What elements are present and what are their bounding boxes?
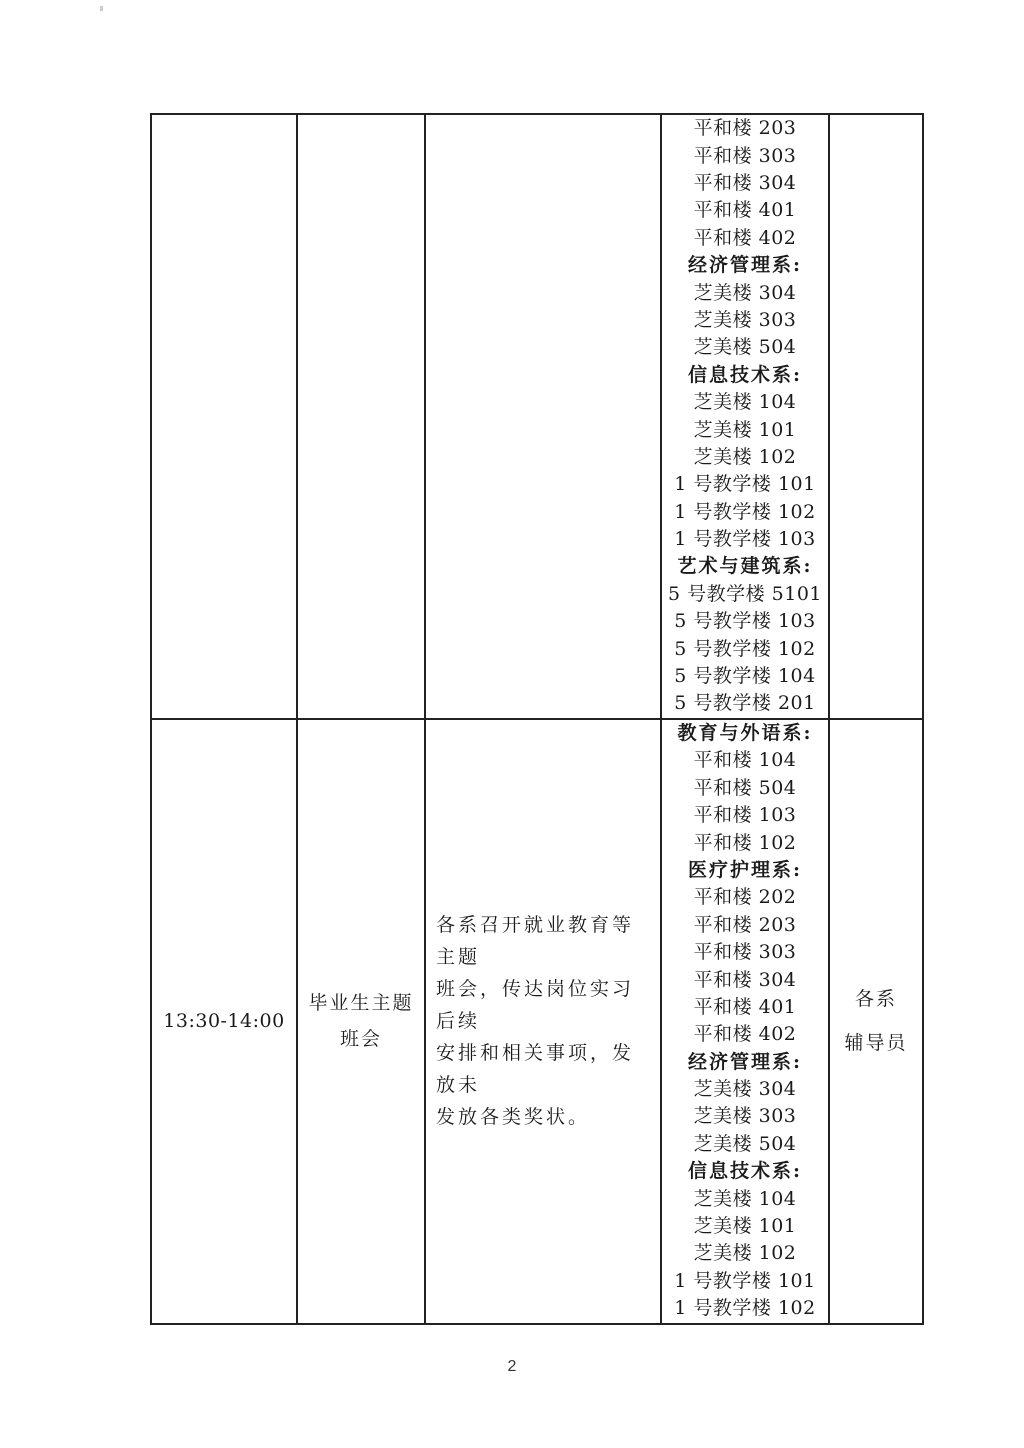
department-heading: 经济管理系:: [687, 254, 802, 277]
location-cell: [661, 719, 829, 1324]
schedule-table: [150, 113, 924, 1325]
time-cell: [151, 114, 297, 719]
room-entry: 1 号教学楼 102: [674, 500, 816, 523]
room-entry: 平和楼 203: [693, 117, 797, 140]
cell-line: 各系召开就业教育等主题: [436, 914, 635, 969]
room-entry: 平和楼 203: [693, 913, 797, 936]
department-heading: 教育与外语系:: [677, 722, 813, 744]
table-row: [151, 719, 923, 1324]
cell-line: 毕业生主题: [308, 992, 414, 1015]
department-heading: 艺术与建筑系:: [677, 555, 813, 578]
room-entry: 平和楼 303: [693, 144, 797, 167]
room-entry: 芝美楼 102: [693, 1242, 797, 1265]
room-entry: 芝美楼 303: [693, 1105, 797, 1128]
room-entry: 平和楼 401: [693, 995, 797, 1018]
activity-cell: [297, 114, 425, 719]
room-entry: 5 号教学楼 5101: [667, 582, 823, 605]
time-cell: 13:30-14:00: [151, 719, 297, 1324]
room-entry: 芝美楼 104: [693, 391, 797, 414]
room-entry: 芝美楼 101: [693, 418, 797, 441]
room-entry: 平和楼 102: [693, 831, 797, 854]
room-entry: 芝美楼 504: [693, 336, 797, 359]
room-entry: 1 号教学楼 102: [674, 1297, 816, 1320]
room-entry: 5 号教学楼 104: [674, 665, 816, 688]
room-entry: 平和楼 104: [693, 749, 797, 772]
page-number: 2: [507, 1358, 517, 1375]
content-cell: [425, 114, 661, 719]
room-entry: 平和楼 504: [693, 776, 797, 799]
room-entry: 5 号教学楼 103: [674, 610, 816, 633]
room-entry: 平和楼 402: [693, 226, 797, 249]
content-cell: [425, 719, 661, 1324]
responsible-cell: [829, 114, 923, 719]
cell-line: 发放各类奖状。: [436, 1106, 591, 1129]
room-entry: 平和楼 304: [693, 968, 797, 991]
room-entry: 芝美楼 101: [693, 1215, 797, 1238]
department-heading: 经济管理系:: [687, 1050, 802, 1073]
department-heading: 信息技术系:: [687, 1160, 802, 1183]
room-entry: 5 号教学楼 102: [674, 637, 816, 660]
department-heading: 信息技术系:: [687, 363, 802, 386]
cell-line: 安排和相关事项，发放未: [436, 1042, 635, 1097]
activity-cell: [297, 719, 425, 1324]
cell-line: 班会，传达岗位实习后续: [436, 978, 635, 1033]
room-entry: 芝美楼 104: [693, 1187, 797, 1210]
room-entry: 平和楼 401: [693, 199, 797, 222]
room-entry: 芝美楼 304: [693, 281, 797, 304]
room-entry: 平和楼 304: [693, 171, 797, 194]
room-entry: 5 号教学楼 201: [674, 692, 816, 715]
room-entry: 1 号教学楼 101: [674, 1269, 816, 1292]
department-heading: 医疗护理系:: [687, 858, 802, 881]
room-entry: 芝美楼 102: [693, 445, 797, 468]
room-entry: 芝美楼 303: [693, 308, 797, 331]
cell-line: 班会: [339, 1028, 382, 1051]
table-row: [151, 114, 923, 719]
room-entry: 芝美楼 504: [693, 1132, 797, 1155]
room-entry: 平和楼 202: [693, 886, 797, 909]
room-entry: 平和楼 103: [693, 804, 797, 827]
room-entry: 1 号教学楼 103: [674, 528, 816, 551]
cell-line: 辅导员: [844, 1032, 908, 1055]
room-entry: 芝美楼 304: [693, 1078, 797, 1101]
scan-artifact: [100, 6, 103, 11]
room-entry: 平和楼 303: [693, 941, 797, 964]
location-cell: [661, 114, 829, 719]
room-entry: 平和楼 402: [693, 1023, 797, 1046]
cell-line: 各系: [854, 988, 897, 1011]
responsible-cell: [829, 719, 923, 1324]
room-entry: 1 号教学楼 101: [674, 473, 816, 496]
